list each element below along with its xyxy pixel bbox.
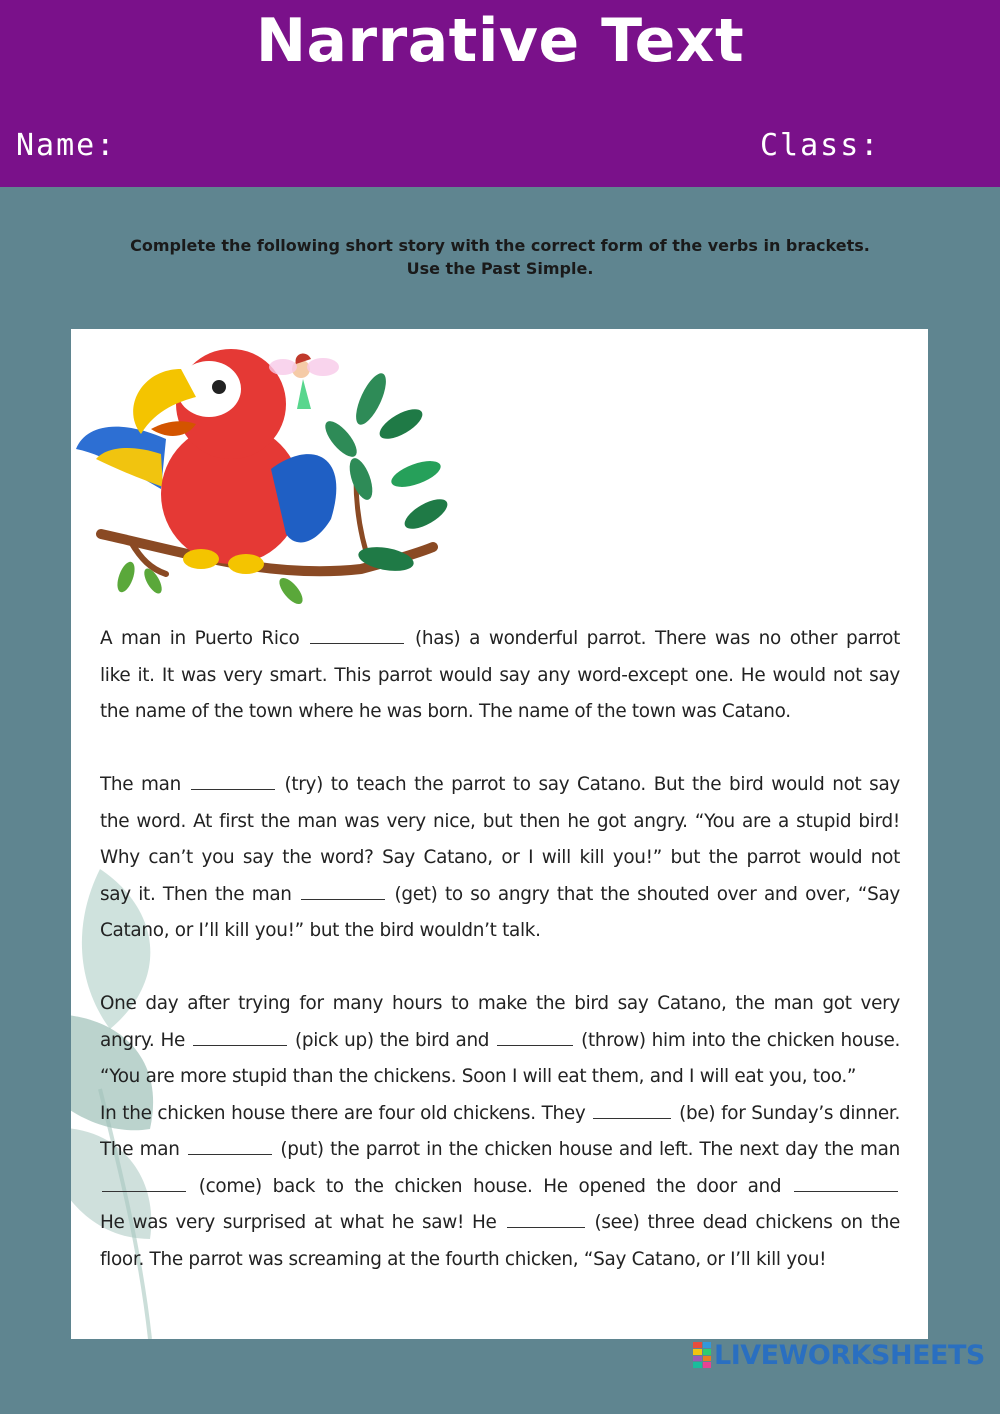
story-text-segment: (throw) him into the chicken house. xyxy=(581,1029,900,1051)
story-text-segment: (see) three dead chickens on the xyxy=(594,1212,900,1233)
parrot-with-fairy-icon xyxy=(71,329,471,614)
story-line xyxy=(100,1023,900,1060)
story-line xyxy=(100,767,900,804)
story-text-segment: He was very surprised at what he saw! He xyxy=(100,1212,497,1233)
story-line: One day after trying for many hours to make the bird say Catano, the man got very xyxy=(100,993,900,1014)
story-text-segment: The man xyxy=(100,774,181,795)
story-paragraph-3 xyxy=(100,986,900,1278)
story-line: Why can’t you say the word? Say Catano, or I will kill you!” but the parrot would not xyxy=(100,847,900,868)
instructions-line-2: Use the Past Simple. xyxy=(406,259,594,278)
answer-blank-7[interactable] xyxy=(188,1137,272,1155)
header-banner xyxy=(0,0,1000,187)
story-text-segment: In the chicken house there are four old chickens. They xyxy=(100,1102,586,1124)
story-paragraph-2 xyxy=(100,767,900,950)
story-text-segment: angry. He xyxy=(100,1029,185,1051)
story-line: the word. At first the man was very nice, but then he got angry. “You are a stupid bird! xyxy=(100,810,900,832)
story-text xyxy=(100,621,900,1315)
answer-blank-4[interactable] xyxy=(193,1028,287,1046)
class-label: Class: xyxy=(760,128,881,163)
story-line xyxy=(100,877,900,914)
answer-blank-5[interactable] xyxy=(497,1028,573,1046)
story-text-segment: (come) back to the chicken house. He opened the door and xyxy=(198,1175,782,1197)
answer-blank-9[interactable] xyxy=(794,1174,898,1192)
story-text-segment: (get) to so angry that the shouted over and over, “Say xyxy=(394,883,900,905)
answer-blank-8[interactable] xyxy=(102,1174,186,1192)
story-line: “You are more stupid than the chickens. Soon I will eat them, and I will eat you, too.” xyxy=(100,1066,857,1087)
instructions-line-1: Complete the following short story with the correct form of the verbs in brackets. xyxy=(130,236,870,255)
story-line xyxy=(100,621,900,658)
story-line: floor. The parrot was screaming at the fourth chicken, “Say Catano, or I’ll kill you! xyxy=(100,1248,827,1270)
story-paragraph-1 xyxy=(100,621,900,731)
answer-blank-6[interactable] xyxy=(593,1101,671,1119)
story-text-segment: (pick up) the bird and xyxy=(294,1029,490,1051)
answer-blank-1[interactable] xyxy=(310,626,404,644)
story-line xyxy=(100,1169,900,1206)
story-text-segment: (be) for Sunday’s dinner. xyxy=(679,1102,900,1124)
answer-blank-3[interactable] xyxy=(301,882,385,900)
story-line xyxy=(100,1205,900,1242)
story-text-segment: A man in Puerto Rico xyxy=(100,628,300,649)
story-text-segment: The man xyxy=(100,1139,180,1160)
story-text-segment: (put) the parrot in the chicken house and left. The next day the man xyxy=(280,1139,900,1160)
story-text-segment: (try) to teach the parrot to say Catano. But the bird would not say xyxy=(284,774,900,795)
instructions xyxy=(0,234,1000,280)
story-text-segment: (has) a wonderful parrot. There was no other parrot xyxy=(415,628,900,649)
liveworksheets-logo-icon xyxy=(693,1342,711,1368)
story-text-segment: say it. Then the man xyxy=(100,883,292,905)
story-line: the name of the town where he was born. The name of the town was Catano. xyxy=(100,701,791,722)
story-line: like it. It was very smart. This parrot would say any word-except one. He would not say xyxy=(100,664,900,686)
liveworksheets-logo xyxy=(693,1339,985,1371)
logo-text: LIVEWORKSHEETS xyxy=(714,1339,985,1371)
worksheet-card xyxy=(71,329,928,1339)
page-title: Narrative Text xyxy=(255,6,745,76)
story-line: Catano, or I’ll kill you!” but the bird wouldn’t talk. xyxy=(100,920,541,941)
answer-blank-10[interactable] xyxy=(507,1210,585,1228)
story-line xyxy=(100,1132,900,1169)
answer-blank-2[interactable] xyxy=(191,772,275,790)
story-line xyxy=(100,1096,900,1133)
name-label: Name: xyxy=(16,128,117,163)
